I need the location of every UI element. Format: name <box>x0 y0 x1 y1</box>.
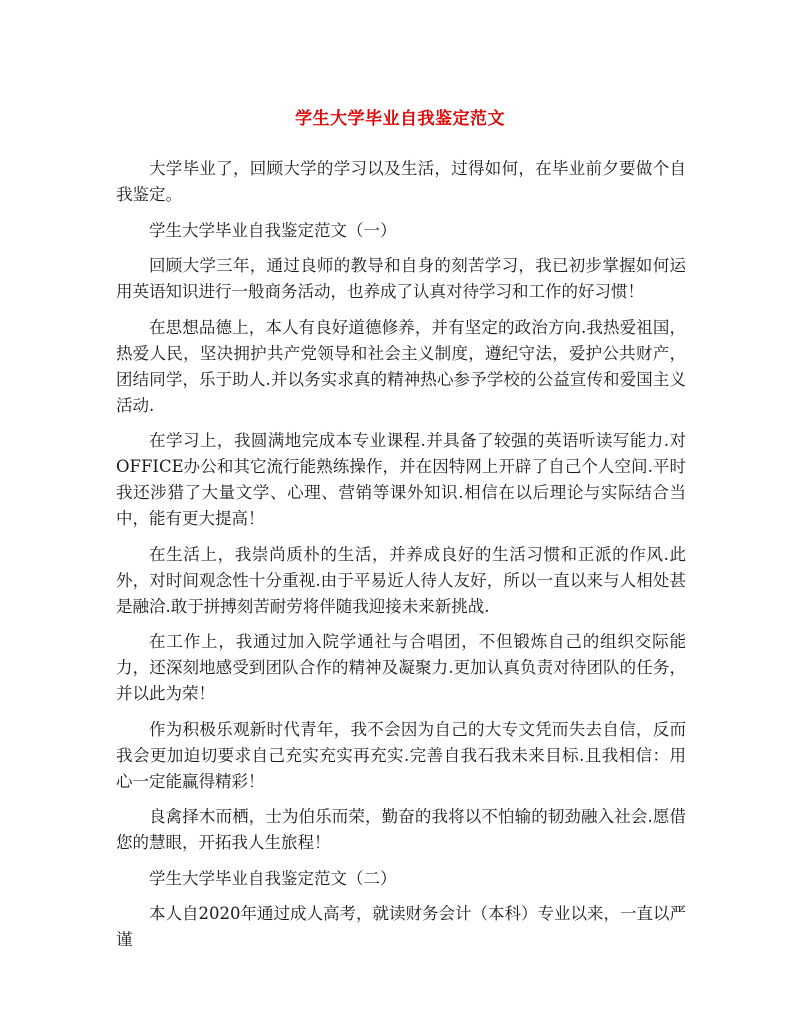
document-body <box>116 156 686 963</box>
paragraph-work: 在工作上，我通过加入院学通社与合唱团，不但锻炼自己的组织交际能力，还深刻地感受到团队合作的精神及凝聚力.更加认真负责对待团队的任务，并以此为荣！ <box>116 632 686 703</box>
paragraph-review: 回顾大学三年，通过良师的教导和自身的刻苦学习，我已初步掌握如何运用英语知识进行一般商务活动，也养成了认真对待学习和工作的好习惯！ <box>116 256 686 301</box>
paragraph-closing: 良禽择木而栖，士为伯乐而荣，勤奋的我将以不怕输的韧劲融入社会.愿借您的慧眼，开拓我人生旅程！ <box>116 807 686 852</box>
paragraph-life: 在生活上，我崇尚质朴的生活，并养成良好的生活习惯和正派的作风.此外，对时间观念性十分重视.由于平易近人待人友好，所以一直以来与人相处甚是融洽.敢于拼搏刻苦耐劳将伴随我迎接未来新挑战. <box>116 544 686 616</box>
section-heading-2: 学生大学毕业自我鉴定范文（二） <box>149 868 397 888</box>
section-heading-1: 学生大学毕业自我鉴定范文（一） <box>149 220 397 240</box>
paragraph-outlook: 作为积极乐观新时代青年，我不会因为自己的大专文凭而失去自信，反而我会更加迫切要求自己充实充实再充实.完善自我石我未来目标.且我相信：用心一定能赢得精彩！ <box>116 719 686 791</box>
paragraph-intro: 大学毕业了，回顾大学的学习以及生活，过得如何，在毕业前夕要做个自我鉴定。 <box>116 159 686 204</box>
paragraph-ideology: 在思想品德上，本人有良好道德修养，并有坚定的政治方向.我热爱祖国，热爱人民，坚决拥护共产党领导和社会主义制度，遵纪守法，爱护公共财产，团结同学，乐于助人.并以务实求真的精神热心参予学校的公益宣传和爱国主义活动. <box>116 317 686 415</box>
document-title: 学生大学毕业自我鉴定范文 <box>295 109 505 129</box>
paragraph-second-start: 本人自2020年通过成人高考，就读财务会计（本科）专业以来，一直以严谨 <box>116 904 686 949</box>
paragraph-study: 在学习上，我圆满地完成本专业课程.并具备了较强的英语听读写能力.对OFFICE办公和其它流行能熟练操作，并在因特网上开辟了自己个人空间.平时我还涉猎了大量文学、心理、营销等课外知识.相信在以后理论与实际结合当中，能有更大提高！ <box>116 431 686 528</box>
